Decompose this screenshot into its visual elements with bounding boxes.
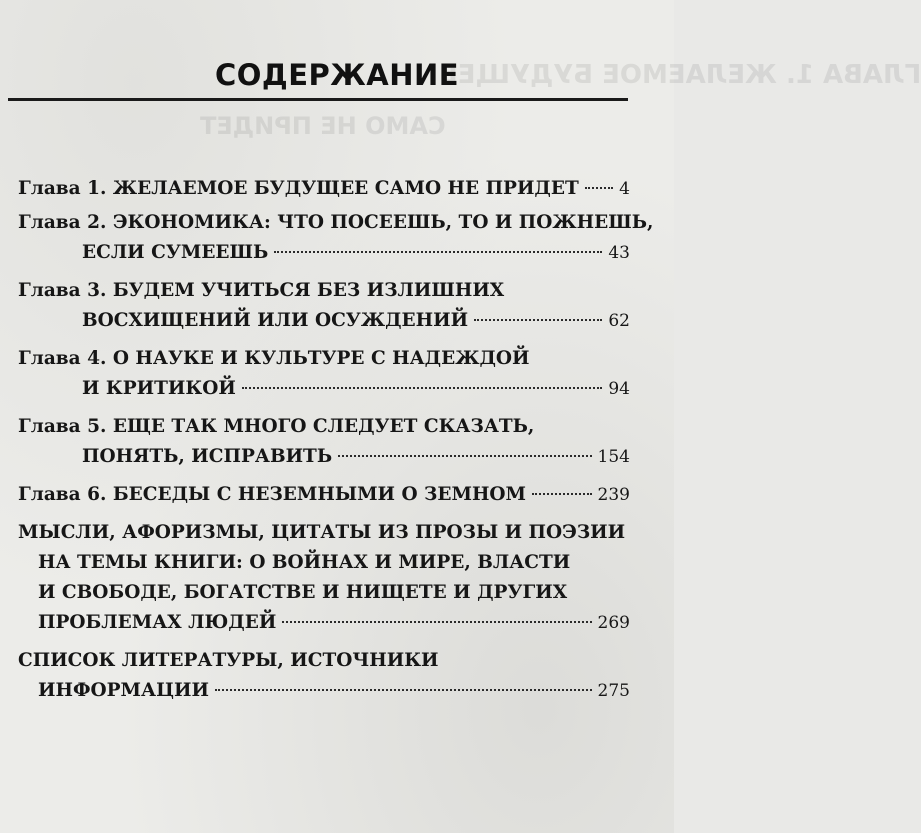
dot-leader <box>585 187 613 189</box>
toc-entry-title: СПИСОК ЛИТЕРАТУРЫ, ИСТОЧНИКИ <box>18 650 439 671</box>
toc-entry[interactable] <box>18 480 630 510</box>
dot-leader <box>242 387 603 389</box>
toc-entry[interactable] <box>18 518 630 638</box>
toc-entry-title: ПРОБЛЕМАХ ЛЮДЕЙ <box>38 612 277 633</box>
toc-entry-title: Глава 3. БУДЕМ УЧИТЬСЯ БЕЗ ИЗЛИШНИХ <box>18 280 505 301</box>
toc-page-number: 43 <box>608 243 630 263</box>
toc-entry-title: И КРИТИКОЙ <box>82 378 236 399</box>
dot-leader <box>215 689 592 691</box>
toc-page-number: 154 <box>597 447 630 467</box>
toc-entry-title: НА ТЕМЫ КНИГИ: О ВОЙНАХ И МИРЕ, ВЛАСТИ <box>38 552 571 573</box>
toc-entry[interactable] <box>18 412 630 472</box>
toc-entry-title: Глава 4. О НАУКЕ И КУЛЬТУРЕ С НАДЕЖДОЙ <box>18 348 530 369</box>
bleed-through-text: САМО НЕ ПРИДЕТ <box>200 112 446 140</box>
title-rule <box>8 98 628 101</box>
toc-entry-title: Глава 5. ЕЩЕ ТАК МНОГО СЛЕДУЕТ СКАЗАТЬ, <box>18 416 535 437</box>
toc-entry[interactable] <box>18 344 630 404</box>
toc-page-number: 4 <box>619 179 630 199</box>
toc-entry-title: И СВОБОДЕ, БОГАТСТВЕ И НИЩЕТЕ И ДРУГИХ <box>38 582 568 603</box>
toc-page-number: 269 <box>597 613 630 633</box>
dot-leader <box>532 493 592 495</box>
toc-page-number: 94 <box>608 379 630 399</box>
toc-page-number: 275 <box>597 681 630 701</box>
dot-leader <box>338 455 591 457</box>
dot-leader <box>474 319 602 321</box>
toc-entry-title: Глава 6. БЕСЕДЫ С НЕЗЕМНЫМИ О ЗЕМНОМ <box>18 484 527 505</box>
table-of-contents <box>18 174 654 714</box>
toc-entry-title: Глава 2. ЭКОНОМИКА: ЧТО ПОСЕЕШЬ, ТО И ПОЖНЕШЬ, <box>18 212 654 233</box>
toc-entry[interactable] <box>18 646 630 706</box>
toc-entry-title: МЫСЛИ, АФОРИЗМЫ, ЦИТАТЫ ИЗ ПРОЗЫ И ПОЭЗИИ <box>18 522 626 543</box>
toc-entry-title: ПОНЯТЬ, ИСПРАВИТЬ <box>82 446 333 467</box>
bleed-through-text: ГЛАВА 1. ЖЕЛАЕМОЕ БУДУЩЕЕ <box>440 60 921 90</box>
toc-entry-title: ЕСЛИ СУМЕЕШЬ <box>82 242 269 263</box>
dot-leader <box>282 621 591 623</box>
toc-entry[interactable] <box>18 276 630 336</box>
toc-entry[interactable] <box>18 208 654 268</box>
dot-leader <box>274 251 602 253</box>
toc-page-number: 62 <box>608 311 630 331</box>
toc-entry-title: ВОСХИЩЕНИЙ ИЛИ ОСУЖДЕНИЙ <box>82 310 469 331</box>
page-title: СОДЕРЖАНИЕ <box>214 58 460 92</box>
toc-page-number: 239 <box>597 485 630 505</box>
toc-entry-title: ИНФОРМАЦИИ <box>38 680 209 701</box>
toc-entry-title: Глава 1. ЖЕЛАЕМОЕ БУДУЩЕЕ САМО НЕ ПРИДЕТ <box>18 178 579 199</box>
toc-entry[interactable] <box>18 174 630 204</box>
